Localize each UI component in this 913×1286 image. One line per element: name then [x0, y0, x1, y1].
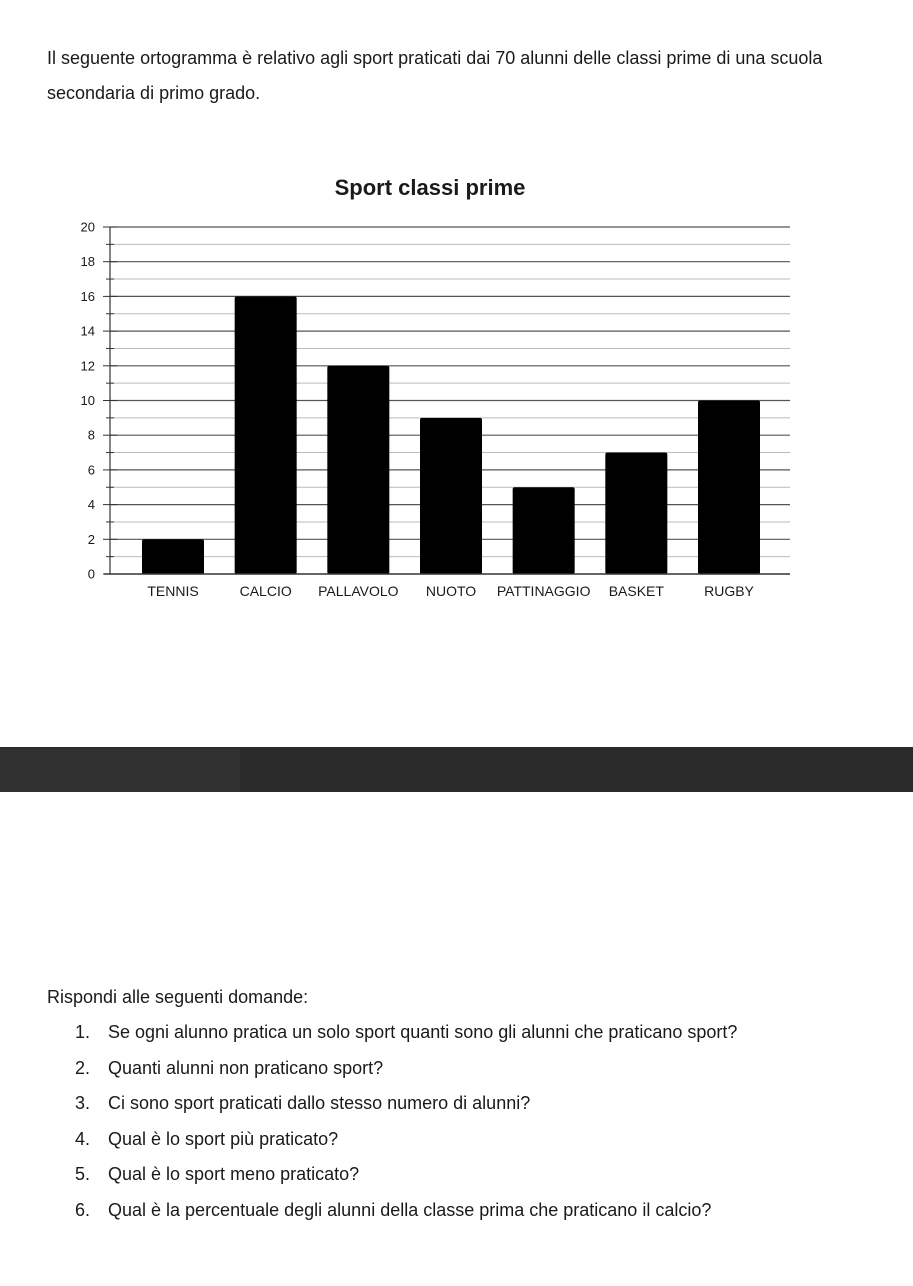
question-number: 1.	[75, 1022, 91, 1042]
bar-calcio	[235, 296, 297, 574]
x-tick-label: RUGBY	[704, 583, 754, 599]
question-number: 3.	[75, 1093, 91, 1113]
y-tick-label: 16	[80, 288, 95, 304]
question-text: Se ogni alunno pratica un solo sport quanti sono gli alunni che praticano sport?	[108, 1022, 738, 1042]
question-item	[47, 1161, 887, 1197]
questions-title: Rispondi alle seguenti domande:	[47, 987, 309, 1007]
y-tick-label: 4	[87, 497, 95, 513]
chart-title: Sport classi prime	[334, 175, 526, 200]
bar-pallavolo	[327, 366, 389, 574]
question-item	[47, 1055, 887, 1091]
bar-nuoto	[420, 418, 482, 574]
y-tick-label: 2	[87, 531, 95, 547]
question-text: Qual è lo sport meno praticato?	[108, 1164, 360, 1184]
x-tick-label: PATTINAGGIO	[496, 583, 591, 599]
y-tick-label: 6	[87, 462, 95, 478]
question-number: 5.	[75, 1164, 91, 1184]
bar-basket	[605, 453, 667, 574]
y-tick-label: 10	[80, 393, 95, 408]
bar-tennis	[142, 539, 204, 574]
x-tick-label: NUOTO	[425, 583, 477, 599]
question-text: Qual è lo sport più praticato?	[108, 1128, 339, 1149]
y-tick-label: 14	[80, 323, 95, 339]
dark-band-inner	[0, 749, 240, 792]
x-tick-label: CALCIO	[239, 583, 292, 599]
y-tick-label: 0	[87, 566, 95, 582]
x-tick-label: BASKET	[608, 583, 664, 599]
question-item	[47, 1090, 887, 1126]
question-item	[47, 1197, 887, 1233]
question-number: 4.	[75, 1128, 91, 1149]
y-tick-label: 12	[80, 358, 95, 374]
question-text: Qual è la percentuale degli alunni della classe prima che praticano il calcio?	[108, 1199, 712, 1220]
x-tick-label: TENNIS	[147, 583, 199, 599]
question-item	[47, 1126, 887, 1162]
question-number: 2.	[75, 1057, 91, 1078]
bar-chart-svg	[0, 165, 913, 610]
question-text: Quanti alunni non praticano sport?	[108, 1057, 384, 1078]
questions-list	[47, 1019, 887, 1232]
dark-band	[0, 747, 913, 792]
question-text: Ci sono sport praticati dallo stesso numero di alunni?	[108, 1093, 531, 1113]
x-tick-label: PALLAVOLO	[318, 583, 399, 599]
bar-chart	[0, 165, 913, 610]
question-number: 6.	[75, 1199, 91, 1220]
bar-pattinaggio	[513, 487, 575, 574]
intro-text: Il seguente ortogramma è relativo agli sport praticati dai 70 alunni delle classi prime di una scuola secondaria di primo grado.	[47, 48, 823, 103]
questions-section	[47, 984, 887, 1232]
question-item	[47, 1019, 887, 1055]
bar-rugby	[698, 401, 760, 575]
y-tick-label: 18	[80, 254, 95, 270]
y-tick-label: 8	[87, 427, 95, 443]
y-tick-label: 20	[80, 219, 95, 235]
